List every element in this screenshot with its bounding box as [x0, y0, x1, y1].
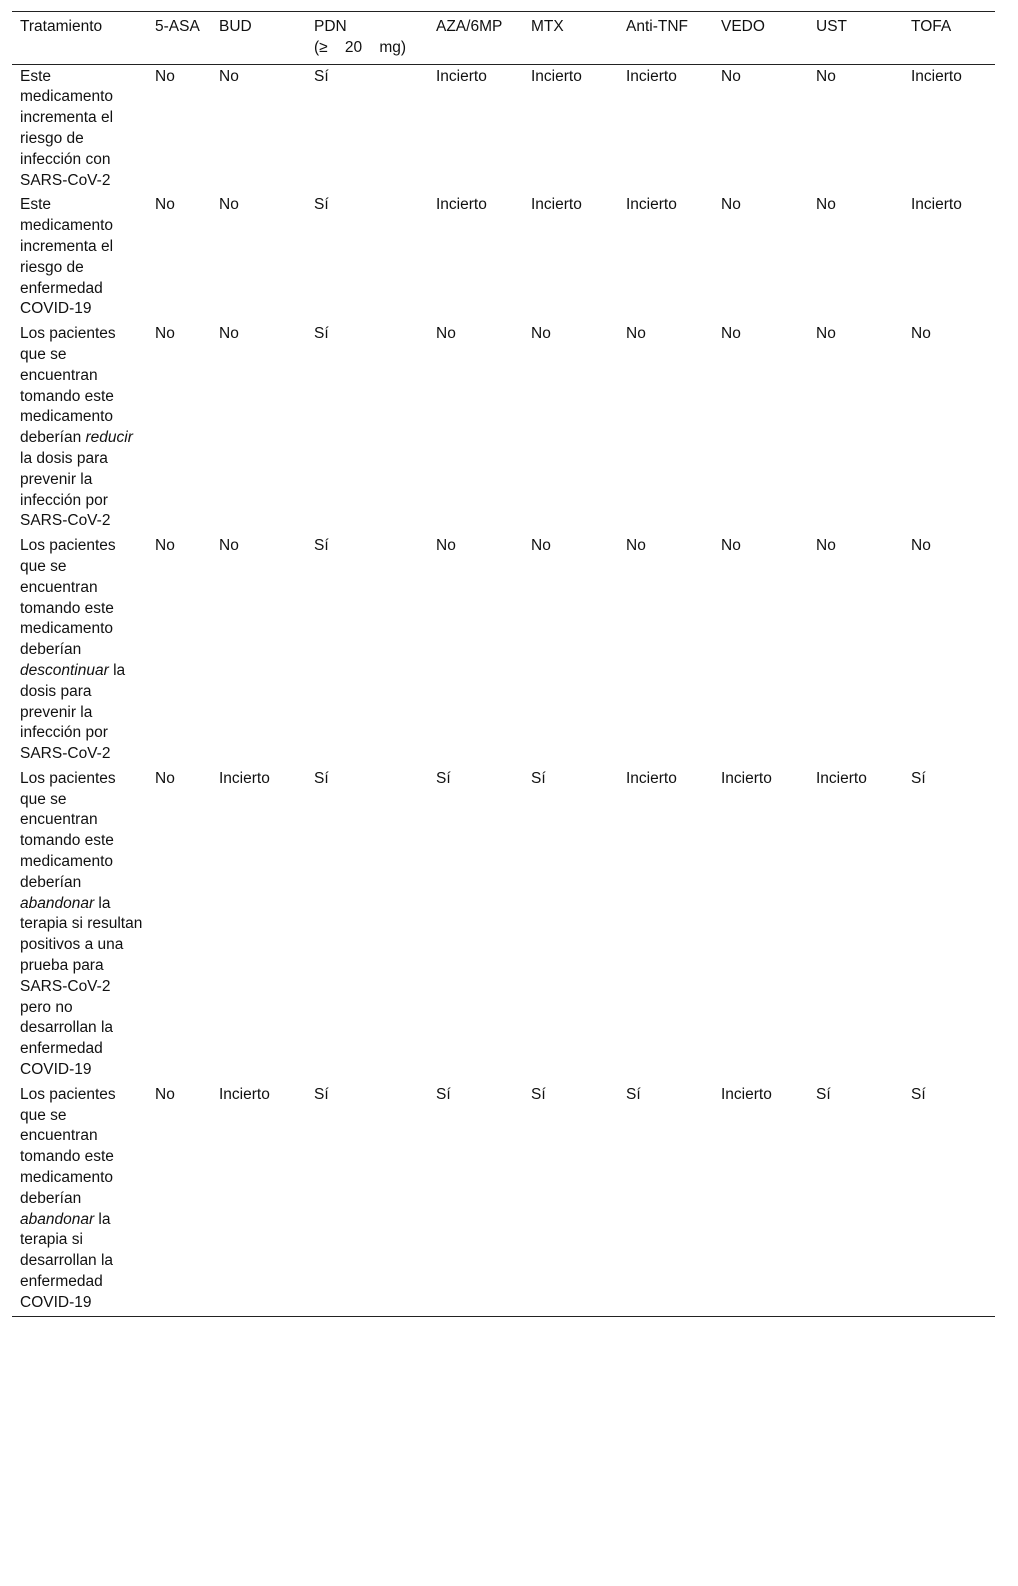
header-cell: BUD: [219, 18, 252, 35]
table-cell: No: [626, 537, 646, 555]
table-cell: No: [155, 67, 175, 85]
table-cell: No: [816, 67, 836, 85]
row-question: [12, 767, 147, 1083]
header-cell: UST: [816, 18, 847, 35]
table-cell: No: [219, 67, 239, 85]
table-cell: Sí: [314, 1085, 329, 1103]
table-cell: Sí: [911, 1085, 926, 1103]
table-cell: No: [911, 537, 931, 555]
row-question: [12, 534, 147, 767]
table-row: [12, 767, 995, 1083]
question-emphasis: reducir: [85, 429, 133, 447]
header-cell: VEDO: [721, 18, 765, 35]
table-cell: No: [155, 325, 175, 343]
table-cell: Sí: [314, 769, 329, 787]
header-cell: TOFA: [911, 18, 952, 35]
table-cell: Sí: [314, 537, 329, 555]
table-cell: No: [816, 537, 836, 555]
treatment-table-container: [12, 11, 995, 1317]
row-question: [12, 1083, 147, 1316]
table-cell: No: [219, 196, 239, 214]
table-cell: Incierto: [219, 769, 270, 787]
table-cell: No: [219, 325, 239, 343]
question-text: la terapia si desarrollan la enfermedad COVID-19: [20, 1210, 114, 1311]
question-text: Los pacientes que se encuentran tomando este medicamento deberían: [20, 769, 116, 891]
table-cell: Incierto: [436, 67, 487, 85]
table-cell: Sí: [314, 196, 329, 214]
question-text: la dosis para prevenir la infección por SARS-CoV-2: [20, 661, 126, 763]
table-cell: No: [436, 325, 456, 343]
table-cell: No: [721, 196, 741, 214]
table-cell: Sí: [816, 1085, 831, 1103]
question-text: Este medicamento incrementa el riesgo de infección con SARS-CoV-2: [20, 67, 114, 189]
table-cell: Sí: [626, 1085, 641, 1103]
table-cell: Sí: [314, 325, 329, 343]
question-text: Los pacientes que se encuentran tomando este medicamento deberían: [20, 325, 116, 447]
table-cell: Sí: [436, 1085, 451, 1103]
table-cell: No: [721, 67, 741, 85]
table-cell: Incierto: [436, 196, 487, 214]
question-text: Los pacientes que se encuentran tomando este medicamento deberían: [20, 537, 116, 659]
table-cell: No: [531, 325, 551, 343]
table-cell: No: [816, 325, 836, 343]
table-cell: Incierto: [626, 196, 677, 214]
row-question: [12, 322, 147, 534]
header-cell: AZA/6MP: [436, 18, 503, 35]
table-cell: No: [626, 325, 646, 343]
table-cell: No: [155, 1085, 175, 1103]
table-cell: No: [816, 196, 836, 214]
question-emphasis: abandonar: [20, 894, 95, 912]
table-cell: No: [436, 537, 456, 555]
question-text: la terapia si resultan positivos a una prueba para SARS-CoV-2 pero no desarrollan la enfermedad COVID-19: [20, 894, 143, 1079]
table-row: [12, 322, 995, 534]
question-emphasis: abandonar: [20, 1210, 95, 1228]
header-cell: Anti-TNF: [626, 18, 688, 35]
header-cell: PDN (≥ 20 mg): [314, 18, 407, 56]
table-cell: Incierto: [531, 67, 582, 85]
table-cell: Incierto: [911, 67, 962, 85]
table-cell: No: [721, 325, 741, 343]
treatment-table: [12, 11, 995, 1317]
table-cell: Sí: [436, 769, 451, 787]
table-cell: No: [911, 325, 931, 343]
table-row: [12, 1083, 995, 1316]
table-cell: Sí: [531, 769, 546, 787]
table-cell: Sí: [314, 67, 329, 85]
table-cell: No: [531, 537, 551, 555]
table-cell: No: [155, 769, 175, 787]
table-cell: Incierto: [626, 769, 677, 787]
header-cell: 5-ASA: [155, 18, 200, 35]
table-cell: Incierto: [721, 1085, 772, 1103]
table-cell: Incierto: [531, 196, 582, 214]
table-cell: Sí: [531, 1085, 546, 1103]
header-cell: MTX: [531, 18, 564, 35]
question-text: la dosis para prevenir la infección por SARS-CoV-2: [20, 449, 111, 530]
table-cell: Incierto: [721, 769, 772, 787]
question-text: Los pacientes que se encuentran tomando este medicamento deberían: [20, 1085, 116, 1207]
table-cell: No: [155, 537, 175, 555]
table-cell: No: [721, 537, 741, 555]
header-cell: Tratamiento: [20, 18, 103, 35]
header-row: [12, 12, 995, 65]
table-cell: Sí: [911, 769, 926, 787]
table-row: [12, 534, 995, 767]
table-cell: Incierto: [219, 1085, 270, 1103]
table-cell: Incierto: [911, 196, 962, 214]
row-question: [12, 64, 147, 193]
table-cell: No: [219, 537, 239, 555]
question-emphasis: descontinuar: [20, 661, 109, 679]
table-cell: No: [155, 196, 175, 214]
table-row: [12, 193, 995, 322]
table-cell: Incierto: [816, 769, 867, 787]
row-question: [12, 193, 147, 322]
table-cell: Incierto: [626, 67, 677, 85]
question-text: Este medicamento incrementa el riesgo de enfermedad COVID-19: [20, 196, 114, 318]
table-row: [12, 64, 995, 193]
